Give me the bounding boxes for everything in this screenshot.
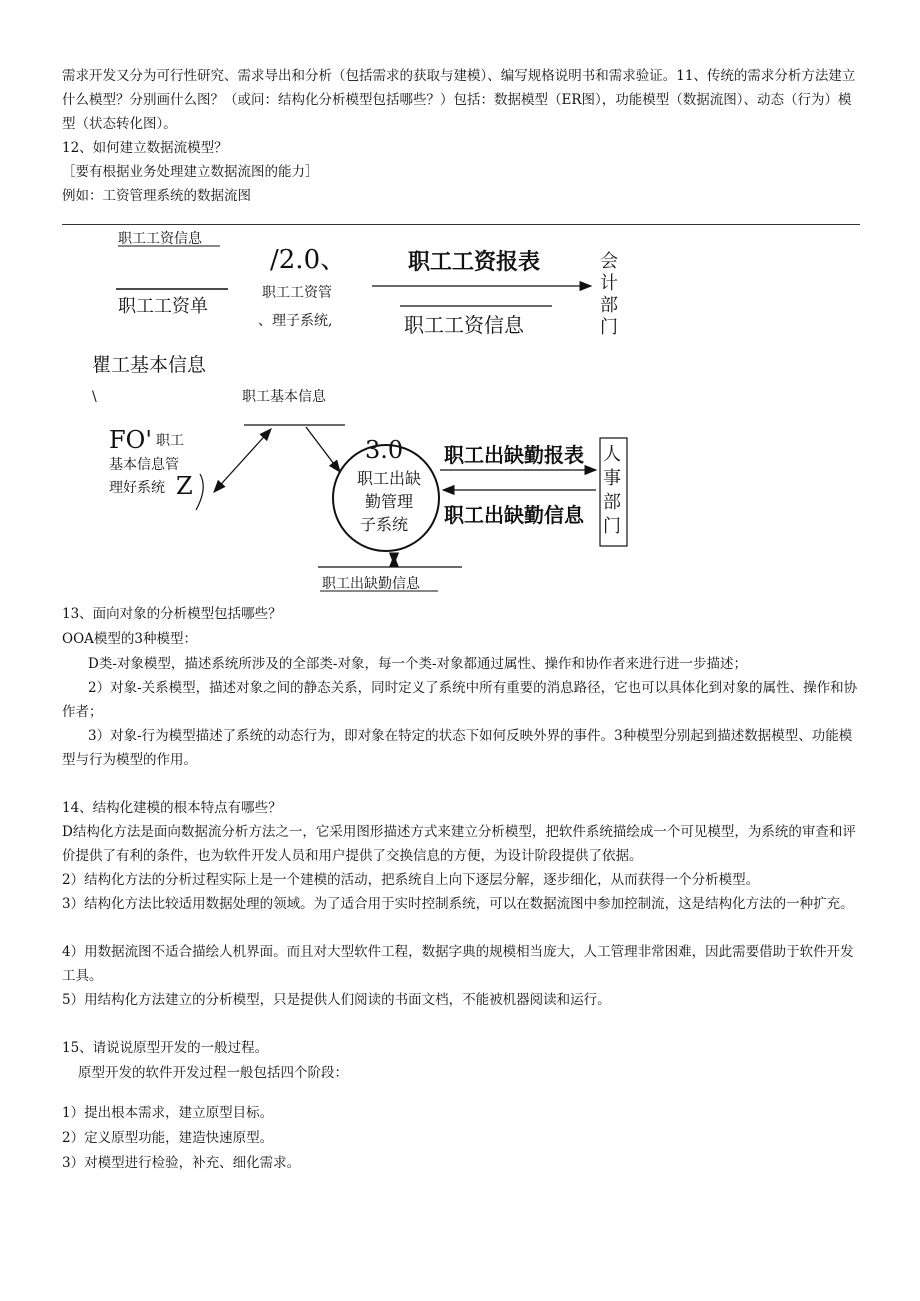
dfd-example-caption: 例如：工资管理系统的数据流图 (62, 188, 251, 204)
question-14: 14、结构化建模的根本特点有哪些？ (62, 800, 282, 816)
paragraph-requirements: 需求开发又分为可行性研究、需求导出和分析（包括需求的获取与建模）、编写规格说明书和需求验证。11、传统的需求分析方法建立什么模型？分别画什么图？（或问：结构化分析模型包括哪些？）包括：数据模型（ER图），功能模型（数据流图）、动态（行为）模型（状态转化图）。 (62, 68, 856, 132)
entity-accounting-1: 会 (600, 251, 618, 272)
process-1-z: Z (176, 472, 193, 500)
entity-accounting-4: 门 (600, 317, 618, 338)
sa-item-5: 5）用结构化方法建立的分析模型，只是提供人们阅读的书面文档，不能被机器阅读和运行。 (62, 992, 611, 1008)
flow-basic-info-to-process-1 (214, 429, 271, 492)
prototype-step-3: 3）对模型进行检验，补充、细化需求。 (62, 1155, 301, 1171)
sa-item-1: D结构化方法是面向数据流分析方法之一，它采用图形描述方式来建立分析模型，把软件系统描绘成一个可见模型，为系统的审查和评价提供了有利的条件，也为软件开发人员和用户提供了交换信息的方便，为设计阶段提供了依据。 (62, 824, 856, 864)
process-1-label-2: 基本信息管 (109, 457, 179, 473)
store-basic-info: 职工基本信息 (242, 389, 326, 405)
question-13: 13、面向对象的分析模型包括哪些？ (62, 606, 282, 622)
entity-accounting-2: 计 (600, 273, 618, 294)
process-1-label-1: 职工 (156, 433, 184, 449)
question-15: 15、请说说原型开发的一般过程。 (62, 1040, 269, 1056)
flow-salary-report: 职工工资报表 (408, 249, 541, 275)
prototype-step-1: 1）提出根本需求，建立原型目标。 (62, 1105, 274, 1121)
prototype-step-2: 2）定义原型功能，建造快速原型。 (62, 1130, 274, 1146)
basic-info-title: 瞿工基本信息 (92, 354, 207, 376)
store-salary-info-right: 职工工资信息 (404, 313, 524, 337)
process-3-label-2: 勤管理 (365, 492, 414, 511)
process-1-fo: FO' (109, 426, 152, 454)
dfd-ability-note: ［要有根据业务处理建立数据流图的能力］ (62, 164, 319, 180)
process-2-label-1: 职工工资管 (262, 285, 332, 301)
process-3-label-3: 子系统 (360, 515, 409, 534)
flow-attendance-info: 职工出缺勤信息 (444, 503, 584, 527)
entity-hr-1: 人 (603, 444, 621, 465)
data-flow-diagram (0, 226, 920, 596)
ooa-intro: OOA模型的3种模型： (62, 631, 197, 647)
process-1-arc (196, 474, 203, 510)
sa-item-3: 3）结构化方法比较适用数据处理的领域。为了适合用于实时控制系统，可以在数据流图中参加控制流，这是结构化方法的一种扩充。 (62, 896, 854, 912)
store-salary-info-top: 职工工资信息 (118, 231, 202, 247)
question-12: 12、如何建立数据流模型？ (62, 140, 228, 156)
flow-basic-info-to-process-3 (306, 427, 340, 472)
process-2-number: /2.0、 (270, 245, 347, 275)
backslash-mark: \ (92, 389, 97, 405)
ooa-item-1: D类-对象模型，描述系统所涉及的全部类-对象，每一个类-对象都通过属性、操作和协作者来进行进一步描述； (88, 656, 748, 672)
process-1-label-3: 理好系统 (109, 480, 165, 496)
sa-item-2: 2）结构化方法的分析过程实际上是一个建模的活动，把系统自上向下逐层分解，逐步细化，从而获得一个分析模型。 (62, 872, 760, 888)
entity-hr-4: 门 (603, 516, 621, 537)
flow-attendance-report: 职工出缺勤报表 (444, 443, 584, 467)
process-2-label-2: 、理子系统, (258, 313, 333, 329)
entity-hr-2: 事 (603, 468, 621, 489)
sa-item-4: 4）用数据流图不适合描绘人机界面。而且对大型软件工程，数据字典的规模相当庞大，人工管理非常困难，因此需要借助于软件开发工具。 (62, 944, 854, 984)
process-3-label-1: 职工出缺 (357, 469, 422, 488)
section-divider (62, 224, 860, 225)
entity-accounting-3: 部 (600, 295, 618, 316)
prototype-intro: 原型开发的软件开发过程一般包括四个阶段： (78, 1065, 348, 1081)
entity-hr-3: 部 (603, 492, 621, 513)
process-3-number: 3.0 (365, 436, 404, 464)
store-salary-sheet: 职工工资单 (118, 296, 208, 317)
store-attendance-info: 职工出缺勤信息 (322, 576, 420, 592)
ooa-item-3: 3）对象-行为模型描述了系统的动态行为，即对象在特定的状态下如何反映外界的事件。3种模型分别起到描述数据模型、功能模型与行为模型的作用。 (62, 728, 853, 768)
ooa-item-2: 2）对象-关系模型，描述对象之间的静态关系，同时定义了系统中所有重要的消息路径，它也可以具体化到对象的属性、操作和协作者； (62, 680, 858, 720)
